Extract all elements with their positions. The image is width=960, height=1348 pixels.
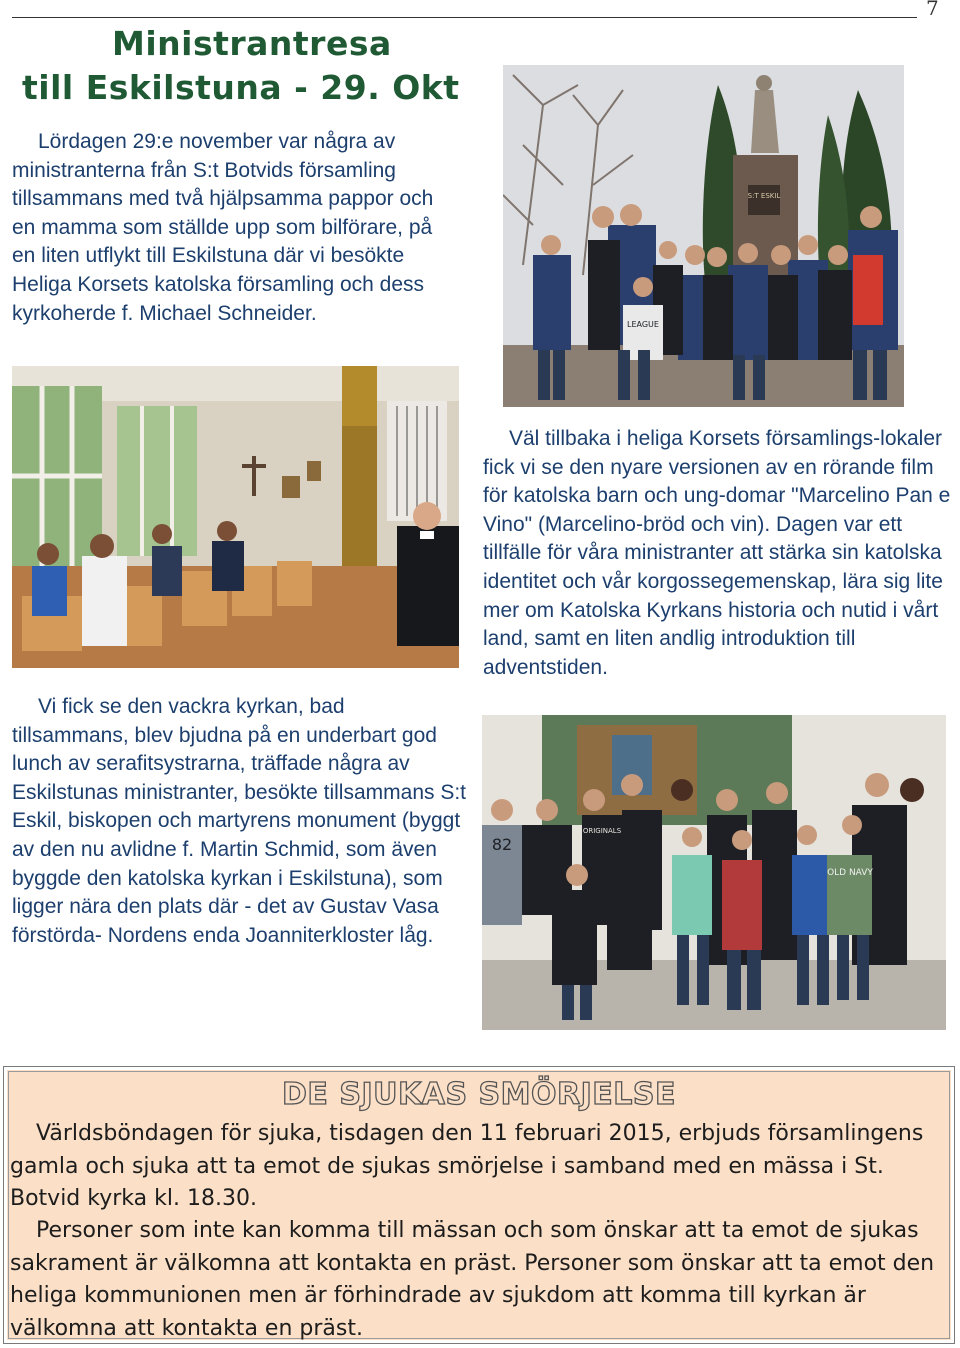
- monument-sign: S:T ESKIL: [747, 192, 781, 200]
- notice-title: DE SJUKAS SMÖRJELSE: [282, 1077, 676, 1112]
- header-rule: [12, 17, 917, 18]
- shirt-text: OLD NAVY: [827, 868, 873, 878]
- jacket-text-originals: ORIGINALS: [582, 827, 622, 835]
- notice-paragraph-2: [10, 1215, 950, 1345]
- article-paragraph-visit: [12, 693, 467, 950]
- notice-text-2: Personer som inte kan komma till mässan och som önskar att ta emot de sjukas sakrament är välkomna att kontakta en präst. Personer som önskar att ta emot den heliga kommunionen men är förhindrade av sjukdom att komma till kyrkan är välkomna att kontakta en präst.: [10, 1218, 935, 1341]
- notice-paragraph-1: [10, 1118, 950, 1216]
- article-title-line2: till Eskilstuna - 29. Okt: [22, 68, 460, 107]
- article-title-line1: Ministrantresa: [112, 24, 392, 63]
- shirt-number: 82: [491, 835, 513, 854]
- photo-chapel-interior: [12, 366, 459, 668]
- visit-text: Vi fick se den vackra kyrkan, bad tillsammans, blev bjudna på en underbart god lunch av serafitsystrarna, träffade några av Eskilstunas ministranter, besökte tillsammans S:t Eskil, biskopen och martyrens monument (byggt av den nu avlidne f. Martin Schmid, som även byggde den katolska kyrkan i Eskilstuna), som ligger nära den plats där - det av Gustav Vasa förstörda- Nordens enda Joanniterkloster låg.: [12, 695, 467, 947]
- intro-text: Lördagen 29:e november var några av ministranterna från S:t Botvids församling tillsammans med två hjälpsamma pappor och en mamma som ställde upp som bilförare, på en liten utflykt till Eskilstuna där vi besökte Heliga Korsets katolska församling och dess kyrkoherde f. Michael Schneider.: [12, 130, 434, 325]
- page-number: 7: [926, 0, 939, 20]
- article-title: [22, 22, 492, 110]
- photo-group-indoors: [482, 715, 946, 1030]
- film-text: Väl tillbaka i heliga Korsets församlings-lokaler fick vi se den nyare versionen av en rörande film för katolska barn och ung-domar "Marcelino Pan e Vino" (Marcelino-bröd och vin). Dagen var ett tillfälle för våra ministranter att stärka sin katolska identitet och vår korgossegemenskap, lära sig lite mer om Katolska Kyrkans historia och nutid i vårt land, samt en liten andlig introduktion till adventstiden.: [483, 427, 951, 679]
- jacket-text: LEAGUE: [627, 320, 659, 329]
- notice-text-1: Världsböndagen för sjuka, tisdagen den 11 februari 2015, erbjuds församlingens gamla och sjuka att ta emot de sjukas smörjelse i samband med en mässa i St. Botvid kyrka kl. 18.30.: [10, 1121, 924, 1211]
- article-paragraph-film: [483, 425, 953, 682]
- article-paragraph-intro: [12, 128, 457, 328]
- photo-group-at-monument: [503, 65, 904, 407]
